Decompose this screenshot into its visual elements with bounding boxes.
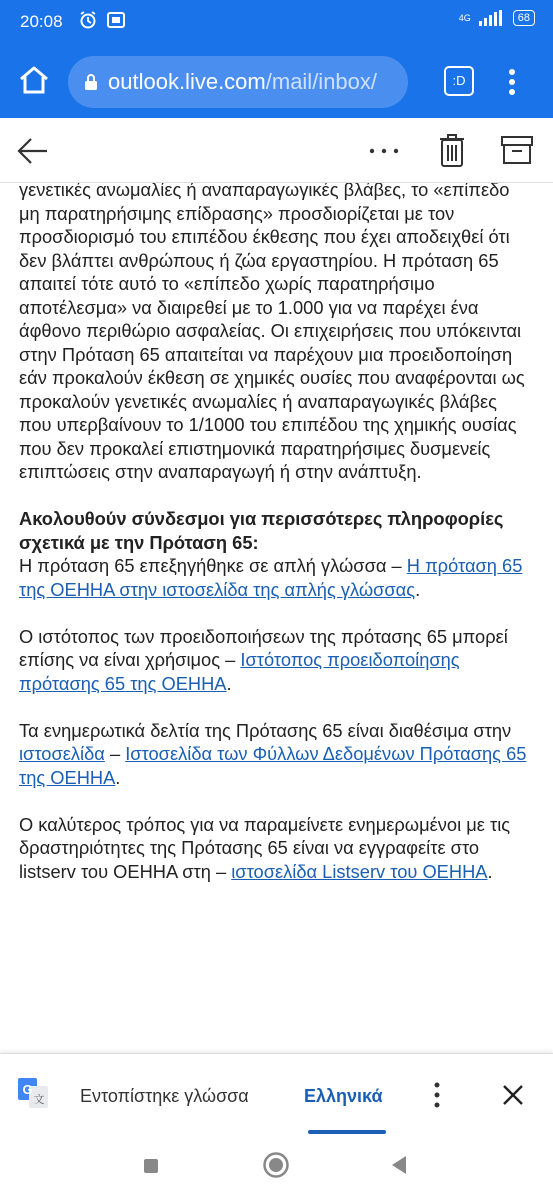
archive-icon[interactable] — [500, 134, 534, 166]
factsheets-link-page[interactable]: ιστοσελίδα — [19, 743, 105, 764]
system-nav-bar — [0, 1137, 553, 1200]
battery-indicator: 68 — [513, 10, 535, 26]
period: . — [487, 860, 493, 882]
mail-toolbar — [0, 118, 553, 183]
google-translate-icon — [18, 1078, 48, 1108]
tab-switcher-button[interactable]: :D — [444, 66, 474, 96]
nav-back-icon[interactable] — [390, 1155, 408, 1175]
warnings-link[interactable]: Ιστότοπος προειδοποίησης πρότασης 65 της ΟΕΗΗΑ — [19, 649, 460, 694]
links-section — [19, 507, 534, 601]
network-type: 4G — [458, 12, 471, 23]
recent-apps-icon[interactable] — [144, 1159, 158, 1173]
warnings-text: Ο ιστότοπος των προειδοποιήσεων της πρότασης 65 μπορεί επίσης να είναι χρήσιμος – — [19, 625, 508, 670]
status-bar — [0, 0, 553, 46]
detected-language-label: Εντοπίστηκε γλώσσα — [80, 1086, 249, 1106]
close-icon[interactable] — [502, 1084, 524, 1106]
address-bar[interactable] — [68, 56, 408, 108]
plain-language-text: Η πρόταση 65 επεξηγήθηκε σε απλή γλώσσα – — [19, 555, 407, 576]
period: . — [115, 766, 121, 788]
links-heading: Ακολουθούν σύνδεσμοι για περισσότερες πληροφορίες σχετικά με την Πρόταση 65: — [19, 508, 504, 553]
alarm-icon — [78, 10, 98, 30]
url-text — [108, 69, 377, 95]
more-options-icon[interactable] — [366, 134, 402, 168]
language-tab-indicator — [308, 1130, 386, 1134]
svg-text:文: 文 — [33, 1093, 45, 1106]
delete-icon[interactable] — [438, 132, 466, 168]
period: . — [226, 672, 232, 694]
email-body — [0, 183, 553, 1053]
signal-icon — [479, 10, 505, 26]
home-icon[interactable] — [16, 62, 52, 98]
translate-bar — [0, 1053, 553, 1138]
status-time: 20:08 — [20, 12, 63, 31]
plain-language-link[interactable]: Η πρόταση 65 της ΟΕΗΗΑ στην ιστοσελίδα της απλής γλώσσας — [19, 555, 523, 600]
url-host: outlook.live.com — [108, 69, 266, 94]
lock-icon — [84, 73, 98, 91]
browser-toolbar — [0, 46, 553, 118]
factsheets-link[interactable]: Ιστοσελίδα των Φύλλων Δεδομένων Πρότασης 65 της ΟΕΗΗΑ — [19, 743, 527, 788]
svg-text:G: G — [22, 1082, 33, 1097]
app-notification-icon — [106, 10, 126, 30]
listserv-link[interactable]: ιστοσελίδα Listserv του ΟΕΗΗΑ — [231, 860, 488, 882]
nav-home-icon[interactable] — [262, 1151, 290, 1179]
body-paragraph: γενετικές ανωμαλίες ή αναπαραγωγικές βλάβες, το «επίπεδο μη παρατηρήσιμης επίδρασης» προσδιορίζεται με τον προσδιορισμό του επιπέδου έκθεσης που έχει αποδειχθεί ότι δεν βλάπτει ανθρώπους ή ζώα εργαστηρίου. Η πρόταση 65 απαιτεί τότε αυτό το «επίπεδο χωρίς παρατηρήσιμο αποτέλεσμα» να διαιρεθεί με το 1.000 για να παρέχει ένα άφθονο περιθώριο ασφαλείας. Οι επιχειρήσεις που υπόκεινται στην Πρόταση 65 απαιτείται να παρέχουν μια προειδοποίηση εάν προκαλούν έκθεση σε χημικές ουσίες που αναφέρονται ως προκαλούν γενετικές ανωμαλίες ή αναπαραγωγικές βλάβες που υπερβαίνουν το 1/1000 του επιπέδου της χημικής ουσίας που δεν προκαλεί επιστημονικά παρατηρήσιμες δυσμενείς επιπτώσεις στην αναπαραγωγή ή στην ανάπτυξη. — [19, 183, 525, 482]
back-arrow-icon[interactable] — [16, 134, 50, 168]
listserv-text: Ο καλύτερος τρόπος για να παραμείνετε ενημερωμένοι με τις δραστηριότητες της Πρότασης 65 είναι να εγγραφείτε στο listserv του ΟΕΗΗΑ στη – — [19, 813, 511, 882]
dash: – — [104, 743, 126, 764]
translate-menu-icon[interactable] — [432, 1080, 442, 1110]
period: . — [415, 578, 421, 600]
factsheets-text: Τα ενημερωτικά δελτία της Πρότασης 65 είναι διαθέσιμα στην — [19, 719, 512, 741]
browser-menu-icon[interactable] — [504, 64, 520, 100]
url-path: /mail/inbox/ — [265, 69, 378, 94]
language-tab-greek[interactable]: Ελληνικά — [304, 1086, 383, 1106]
